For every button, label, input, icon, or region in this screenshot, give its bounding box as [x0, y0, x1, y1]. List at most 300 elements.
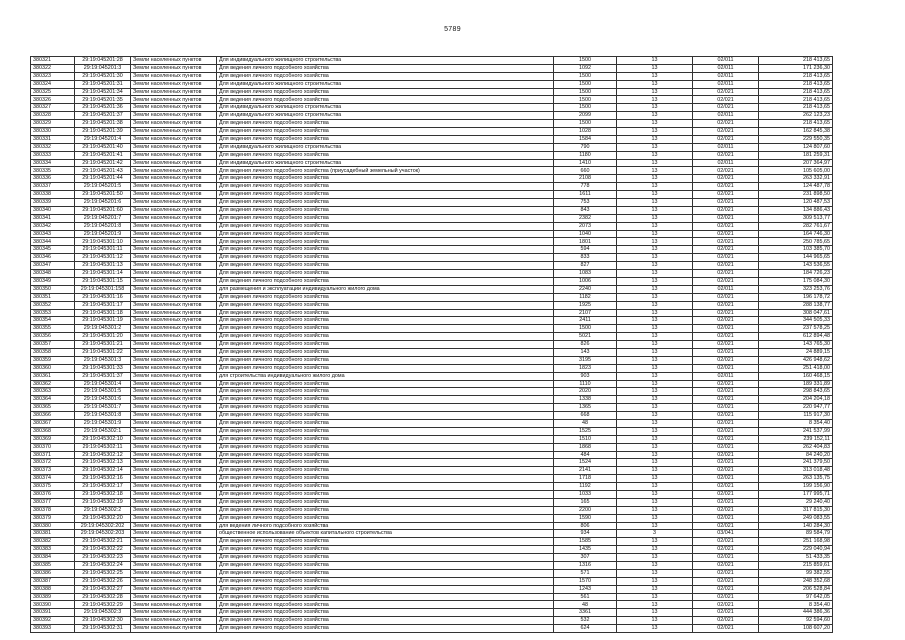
table-row [31, 459, 833, 467]
table-row [31, 238, 833, 246]
cadastral-number-cell: 29:19:045201:39 [75, 128, 131, 136]
record-number-cell: 380333 [31, 151, 75, 159]
record-number-cell: 380369 [31, 435, 75, 443]
table-row [31, 72, 833, 80]
permitted-use-cell: Для ведения личного подсобного хозяйства [217, 199, 554, 207]
group-cell: 02/021 [693, 483, 759, 491]
cadastral-value-cell: 248 352,68 [759, 577, 833, 585]
cadastral-number-cell: 29:19:045301:6 [75, 396, 131, 404]
land-category-cell: Земли населенных пунктов [131, 222, 217, 230]
cadastral-number-cell: 29:19:045302:19 [75, 498, 131, 506]
code-cell: 13 [617, 230, 693, 238]
record-number-cell: 380379 [31, 514, 75, 522]
group-cell: 02/021 [693, 498, 759, 506]
table-row [31, 562, 833, 570]
cadastral-number-cell: 29:19:045302:24 [75, 562, 131, 570]
area-cell: 1040 [554, 230, 617, 238]
table-row [31, 151, 833, 159]
page-number: 5789 [444, 26, 461, 33]
permitted-use-cell: Для ведения личного подсобного хозяйства [217, 293, 554, 301]
code-cell: 13 [617, 498, 693, 506]
cadastral-number-cell: 29:19:045302:23 [75, 554, 131, 562]
cadastral-value-cell: 218 413,65 [759, 88, 833, 96]
land-category-cell: Земли населенных пунктов [131, 277, 217, 285]
permitted-use-cell: Для индивидуального жилищного строительства [217, 57, 554, 65]
permitted-use-cell: Для ведения личного подсобного хозяйства [217, 459, 554, 467]
permitted-use-cell: Для ведения личного подсобного хозяйства [217, 230, 554, 238]
code-cell: 13 [617, 522, 693, 530]
land-category-cell: Земли населенных пунктов [131, 593, 217, 601]
record-number-cell: 380330 [31, 128, 75, 136]
code-cell: 13 [617, 404, 693, 412]
code-cell: 13 [617, 112, 693, 120]
table-row [31, 128, 833, 136]
table-row [31, 443, 833, 451]
land-category-cell: Земли населенных пунктов [131, 151, 217, 159]
cadastral-number-cell: 29:19:045201:31 [75, 80, 131, 88]
permitted-use-cell: Для ведения личного подсобного хозяйства [217, 191, 554, 199]
code-cell: 13 [617, 270, 693, 278]
code-cell: 13 [617, 64, 693, 72]
land-category-cell: Земли населенных пунктов [131, 625, 217, 633]
record-number-cell: 380357 [31, 341, 75, 349]
cadastral-number-cell: 29:19:045301:4 [75, 380, 131, 388]
cadastral-number-cell: 29:19:045301:17 [75, 301, 131, 309]
area-cell: 1500 [554, 72, 617, 80]
group-cell: 02/021 [693, 238, 759, 246]
cadastral-value-cell: 309 513,77 [759, 214, 833, 222]
table-row [31, 617, 833, 625]
table-row [31, 435, 833, 443]
permitted-use-cell: Для ведения личного подсобного хозяйства [217, 135, 554, 143]
permitted-use-cell: Для ведения личного подсобного хозяйства [217, 325, 554, 333]
permitted-use-cell: Для ведения личного подсобного хозяйства [217, 538, 554, 546]
code-cell: 13 [617, 443, 693, 451]
code-cell: 13 [617, 569, 693, 577]
record-number-cell: 380377 [31, 498, 75, 506]
area-cell: 753 [554, 199, 617, 207]
permitted-use-cell: Для ведения личного подсобного хозяйства [217, 262, 554, 270]
area-cell: 165 [554, 498, 617, 506]
cadastral-number-cell: 29:19:045201:34 [75, 88, 131, 96]
cadastral-number-cell: 29:19:045201:7 [75, 214, 131, 222]
cadastral-number-cell: 29:19:045301:37 [75, 372, 131, 380]
table-row [31, 538, 833, 546]
table-row [31, 522, 833, 530]
area-cell: 48 [554, 601, 617, 609]
group-cell: 02/021 [693, 593, 759, 601]
cadastral-number-cell: 29:19:045302:3 [75, 609, 131, 617]
land-category-cell: Земли населенных пунктов [131, 356, 217, 364]
permitted-use-cell: Для ведения личного подсобного хозяйства [217, 554, 554, 562]
code-cell: 13 [617, 617, 693, 625]
table-row [31, 270, 833, 278]
land-category-cell: Земли населенных пунктов [131, 522, 217, 530]
table-row [31, 577, 833, 585]
area-cell: 660 [554, 167, 617, 175]
land-category-cell: Земли населенных пунктов [131, 467, 217, 475]
land-category-cell: Земли населенных пунктов [131, 333, 217, 341]
table-row [31, 222, 833, 230]
land-category-cell: Земли населенных пунктов [131, 546, 217, 554]
permitted-use-cell: Для индивидуального жилищного строительства [217, 159, 554, 167]
group-cell: 02/021 [693, 356, 759, 364]
record-number-cell: 380388 [31, 585, 75, 593]
code-cell: 13 [617, 293, 693, 301]
cadastral-value-cell: 218 413,65 [759, 96, 833, 104]
cadastral-value-cell: 218 413,65 [759, 57, 833, 65]
permitted-use-cell: Для ведения личного подсобного хозяйства [217, 301, 554, 309]
area-cell: 1500 [554, 104, 617, 112]
cadastral-number-cell: 29:19:045201:38 [75, 120, 131, 128]
group-cell: 02/021 [693, 554, 759, 562]
land-category-cell: Земли населенных пунктов [131, 427, 217, 435]
group-cell: 02/021 [693, 317, 759, 325]
permitted-use-cell: Для ведения личного подсобного хозяйства [217, 246, 554, 254]
land-category-cell: Земли населенных пунктов [131, 490, 217, 498]
code-cell: 13 [617, 333, 693, 341]
cadastral-value-cell: 103 385,70 [759, 246, 833, 254]
record-number-cell: 380335 [31, 167, 75, 175]
code-cell: 13 [617, 467, 693, 475]
cadastral-value-cell: 124 487,78 [759, 183, 833, 191]
cadastral-value-cell: 199 156,90 [759, 483, 833, 491]
table-row [31, 419, 833, 427]
permitted-use-cell: Для индивидуального жилищного строительства [217, 104, 554, 112]
table-row [31, 569, 833, 577]
cadastral-number-cell: 29:19:045201:44 [75, 175, 131, 183]
area-cell: 1410 [554, 159, 617, 167]
area-cell: 1500 [554, 80, 617, 88]
cadastral-number-cell: 29:19:045302:1 [75, 427, 131, 435]
record-number-cell: 380383 [31, 546, 75, 554]
cadastral-value-cell: 164 746,30 [759, 230, 833, 238]
permitted-use-cell: Для ведения личного подсобного хозяйства [217, 206, 554, 214]
land-category-cell: Земли населенных пунктов [131, 285, 217, 293]
area-cell: 1500 [554, 57, 617, 65]
land-category-cell: Земли населенных пунктов [131, 388, 217, 396]
cadastral-number-cell: 29:19:045302:12 [75, 451, 131, 459]
cadastral-value-cell: 323 253,76 [759, 285, 833, 293]
cadastral-number-cell: 29:19:045301:13 [75, 262, 131, 270]
table-row [31, 372, 833, 380]
table-row [31, 191, 833, 199]
group-cell: 02/021 [693, 325, 759, 333]
record-number-cell: 380372 [31, 459, 75, 467]
group-cell: 02/021 [693, 151, 759, 159]
cadastral-value-cell: 612 894,48 [759, 333, 833, 341]
permitted-use-cell: Для ведения личного подсобного хозяйства [217, 356, 554, 364]
record-number-cell: 380355 [31, 325, 75, 333]
table-row [31, 514, 833, 522]
land-registry-table [30, 56, 833, 633]
land-category-cell: Земли населенных пунктов [131, 112, 217, 120]
land-category-cell: Земли населенных пунктов [131, 530, 217, 538]
group-cell: 02/021 [693, 199, 759, 207]
area-cell: 1180 [554, 151, 617, 159]
table-row [31, 64, 833, 72]
table-row [31, 104, 833, 112]
code-cell: 13 [617, 206, 693, 214]
cadastral-number-cell: 29:19:045301:15 [75, 277, 131, 285]
cadastral-number-cell: 29:19:045301:10 [75, 238, 131, 246]
group-cell: 02/021 [693, 222, 759, 230]
record-number-cell: 380384 [31, 554, 75, 562]
area-cell: 3195 [554, 356, 617, 364]
table-row [31, 254, 833, 262]
land-category-cell: Земли населенных пунктов [131, 585, 217, 593]
record-number-cell: 380380 [31, 522, 75, 530]
cadastral-number-cell: 29:19:045301:12 [75, 254, 131, 262]
group-cell: 02/021 [693, 585, 759, 593]
permitted-use-cell: Для ведения личного подсобного хозяйства [217, 64, 554, 72]
land-category-cell: Земли населенных пунктов [131, 443, 217, 451]
group-cell: 02/011 [693, 80, 759, 88]
group-cell: 02/021 [693, 341, 759, 349]
table-row [31, 498, 833, 506]
code-cell: 13 [617, 57, 693, 65]
table-row [31, 88, 833, 96]
code-cell: 13 [617, 593, 693, 601]
area-cell: 1611 [554, 191, 617, 199]
land-category-cell: Земли населенных пунктов [131, 483, 217, 491]
group-cell: 02/021 [693, 490, 759, 498]
group-cell: 02/021 [693, 412, 759, 420]
group-cell: 02/021 [693, 270, 759, 278]
table-row [31, 412, 833, 420]
cadastral-value-cell: 426 948,62 [759, 356, 833, 364]
permitted-use-cell: Для ведения личного подсобного хозяйства [217, 388, 554, 396]
permitted-use-cell: Для ведения личного подсобного хозяйства [217, 317, 554, 325]
land-category-cell: Земли населенных пунктов [131, 348, 217, 356]
land-category-cell: Земли населенных пунктов [131, 120, 217, 128]
land-category-cell: Земли населенных пунктов [131, 538, 217, 546]
record-number-cell: 380322 [31, 64, 75, 72]
group-cell: 02/021 [693, 514, 759, 522]
record-number-cell: 380386 [31, 569, 75, 577]
group-cell: 02/021 [693, 214, 759, 222]
table-row [31, 475, 833, 483]
table-row [31, 554, 833, 562]
land-category-cell: Земли населенных пунктов [131, 562, 217, 570]
group-cell: 02/021 [693, 333, 759, 341]
area-cell: 806 [554, 522, 617, 530]
group-cell: 02/021 [693, 404, 759, 412]
land-category-cell: Земли населенных пунктов [131, 167, 217, 175]
cadastral-value-cell: 229 040,94 [759, 546, 833, 554]
code-cell: 13 [617, 72, 693, 80]
cadastral-value-cell: 29 240,40 [759, 498, 833, 506]
record-number-cell: 380349 [31, 277, 75, 285]
cadastral-value-cell: 218 413,65 [759, 120, 833, 128]
code-cell: 13 [617, 585, 693, 593]
land-category-cell: Земли населенных пунктов [131, 617, 217, 625]
cadastral-number-cell: 29:19:045302:25 [75, 569, 131, 577]
cadastral-number-cell: 29:19:045301:14 [75, 270, 131, 278]
cadastral-value-cell: 181 259,31 [759, 151, 833, 159]
permitted-use-cell: Для ведения личного подсобного хозяйства [217, 609, 554, 617]
record-number-cell: 380342 [31, 222, 75, 230]
land-category-cell: Земли населенных пунктов [131, 206, 217, 214]
land-category-cell: Земли населенных пунктов [131, 380, 217, 388]
code-cell: 13 [617, 325, 693, 333]
group-cell: 02/011 [693, 372, 759, 380]
cadastral-value-cell: 134 886,43 [759, 206, 833, 214]
area-cell: 934 [554, 530, 617, 538]
cadastral-number-cell: 29:19:045301:18 [75, 309, 131, 317]
table-row [31, 380, 833, 388]
cadastral-number-cell: 29:19:045201:9 [75, 230, 131, 238]
permitted-use-cell: Для ведения личного подсобного хозяйства [217, 569, 554, 577]
cadastral-number-cell: 29:19:045302:203 [75, 530, 131, 538]
table-row [31, 451, 833, 459]
cadastral-number-cell: 29:19:045201:60 [75, 206, 131, 214]
record-number-cell: 380352 [31, 301, 75, 309]
cadastral-value-cell: 8 354,40 [759, 601, 833, 609]
area-cell: 1525 [554, 427, 617, 435]
group-cell: 02/021 [693, 617, 759, 625]
permitted-use-cell: Для ведения личного подсобного хозяйства [217, 254, 554, 262]
area-cell: 1316 [554, 562, 617, 570]
code-cell: 13 [617, 427, 693, 435]
permitted-use-cell: Для ведения личного подсобного хозяйства [217, 419, 554, 427]
table-row [31, 341, 833, 349]
permitted-use-cell: Для ведения личного подсобного хозяйства [217, 435, 554, 443]
group-cell: 02/021 [693, 577, 759, 585]
record-number-cell: 380365 [31, 404, 75, 412]
code-cell: 13 [617, 625, 693, 633]
area-cell: 1028 [554, 128, 617, 136]
code-cell: 13 [617, 199, 693, 207]
land-category-cell: Земли населенных пунктов [131, 104, 217, 112]
area-cell: 1110 [554, 380, 617, 388]
cadastral-value-cell: 251 418,00 [759, 364, 833, 372]
permitted-use-cell: Для ведения личного подсобного хозяйства [217, 175, 554, 183]
code-cell: 13 [617, 514, 693, 522]
code-cell: 13 [617, 214, 693, 222]
cadastral-number-cell: 29:19:045201:28 [75, 57, 131, 65]
land-category-cell: Земли населенных пунктов [131, 309, 217, 317]
table-row [31, 167, 833, 175]
area-cell: 827 [554, 262, 617, 270]
table-row [31, 199, 833, 207]
cadastral-value-cell: 89 584,79 [759, 530, 833, 538]
permitted-use-cell: Для ведения личного подсобного хозяйства [217, 222, 554, 230]
record-number-cell: 380371 [31, 451, 75, 459]
group-cell: 02/021 [693, 364, 759, 372]
land-category-cell: Земли населенных пунктов [131, 293, 217, 301]
area-cell: 1083 [554, 270, 617, 278]
table-row [31, 183, 833, 191]
land-category-cell: Земли населенных пунктов [131, 57, 217, 65]
group-cell: 02/021 [693, 506, 759, 514]
cadastral-value-cell: 250 785,65 [759, 238, 833, 246]
area-cell: 1500 [554, 88, 617, 96]
land-category-cell: Земли населенных пунктов [131, 254, 217, 262]
table-row [31, 348, 833, 356]
record-number-cell: 380367 [31, 419, 75, 427]
cadastral-value-cell: 239 152,11 [759, 435, 833, 443]
code-cell: 13 [617, 396, 693, 404]
land-category-cell: Земли населенных пунктов [131, 270, 217, 278]
cadastral-number-cell: 29:19:045201:8 [75, 222, 131, 230]
cadastral-number-cell: 29:19:045301:20 [75, 333, 131, 341]
permitted-use-cell: Для ведения личного подсобного хозяйства [217, 625, 554, 633]
land-category-cell: Земли населенных пунктов [131, 214, 217, 222]
code-cell: 13 [617, 128, 693, 136]
code-cell: 3 [617, 530, 693, 538]
cadastral-number-cell: 29:19:045301:21 [75, 341, 131, 349]
table-row [31, 585, 833, 593]
group-cell: 02/021 [693, 459, 759, 467]
code-cell: 13 [617, 80, 693, 88]
cadastral-number-cell: 29:19:045302:11 [75, 443, 131, 451]
cadastral-number-cell: 29:19:045302:10 [75, 435, 131, 443]
land-category-cell: Земли населенных пунктов [131, 230, 217, 238]
cadastral-number-cell: 29:19:045302:18 [75, 490, 131, 498]
area-cell: 5021 [554, 333, 617, 341]
code-cell: 13 [617, 309, 693, 317]
record-number-cell: 380321 [31, 57, 75, 65]
cadastral-value-cell: 249 083,55 [759, 514, 833, 522]
permitted-use-cell: Для ведения личного подсобного хозяйства [217, 309, 554, 317]
area-cell: 2382 [554, 214, 617, 222]
record-number-cell: 380359 [31, 356, 75, 364]
cadastral-value-cell: 8 354,40 [759, 419, 833, 427]
area-cell: 307 [554, 554, 617, 562]
area-cell: 532 [554, 617, 617, 625]
cadastral-value-cell: 288 138,77 [759, 301, 833, 309]
table-row [31, 601, 833, 609]
permitted-use-cell: Для ведения личного подсобного хозяйства [217, 348, 554, 356]
land-category-cell: Земли населенных пунктов [131, 80, 217, 88]
cadastral-value-cell: 207 364,97 [759, 159, 833, 167]
table-row [31, 609, 833, 617]
permitted-use-cell: для строительства индивидуального жилого дома [217, 372, 554, 380]
record-number-cell: 380326 [31, 96, 75, 104]
area-cell: 1585 [554, 538, 617, 546]
permitted-use-cell: Для ведения личного подсобного хозяйства [217, 514, 554, 522]
table-row [31, 80, 833, 88]
land-category-cell: Земли населенных пунктов [131, 301, 217, 309]
code-cell: 13 [617, 554, 693, 562]
permitted-use-cell: Для ведения личного подсобного хозяйства [217, 128, 554, 136]
table-row [31, 230, 833, 238]
cadastral-number-cell: 29:19:045302:2 [75, 506, 131, 514]
cadastral-number-cell: 29:19:045301:11 [75, 246, 131, 254]
area-cell: 1006 [554, 277, 617, 285]
record-number-cell: 380374 [31, 475, 75, 483]
cadastral-value-cell: 115 917,30 [759, 412, 833, 420]
code-cell: 13 [617, 301, 693, 309]
group-cell: 03/041 [693, 530, 759, 538]
record-number-cell: 380334 [31, 159, 75, 167]
cadastral-value-cell: 189 331,89 [759, 380, 833, 388]
record-number-cell: 380348 [31, 270, 75, 278]
cadastral-number-cell: 29:19:045302:26 [75, 577, 131, 585]
record-number-cell: 380350 [31, 285, 75, 293]
permitted-use-cell: Для ведения личного подсобного хозяйства [217, 475, 554, 483]
area-cell: 594 [554, 246, 617, 254]
cadastral-value-cell: 184 726,23 [759, 270, 833, 278]
cadastral-number-cell: 29:19:045302:20 [75, 514, 131, 522]
area-cell: 1500 [554, 120, 617, 128]
record-number-cell: 380328 [31, 112, 75, 120]
table-row [31, 262, 833, 270]
cadastral-value-cell: 251 168,98 [759, 538, 833, 546]
cadastral-number-cell: 29:19:045301:2 [75, 325, 131, 333]
land-category-cell: Земли населенных пунктов [131, 128, 217, 136]
